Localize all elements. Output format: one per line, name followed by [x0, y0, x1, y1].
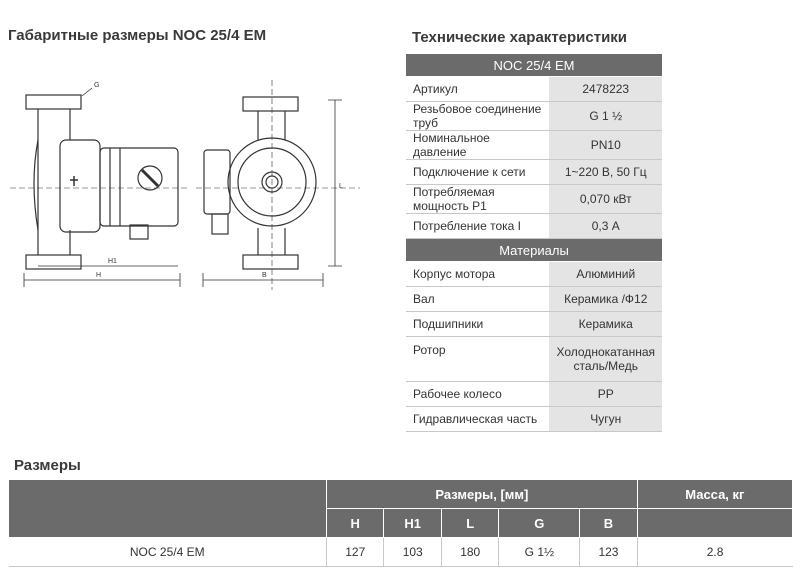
spec-value: PN10 [549, 131, 662, 160]
b-cell: 123 [580, 538, 637, 567]
label-b: B [262, 272, 267, 279]
label-h1: H1 [108, 258, 117, 265]
sizes-title: Размеры [14, 457, 81, 474]
label-h: H [96, 272, 102, 279]
material-row [406, 382, 662, 407]
materials-header: Материалы [406, 239, 662, 262]
sizes-group-header: Размеры, [мм] [327, 480, 638, 509]
spec-label: Артикул [406, 77, 549, 102]
mass-header: Масса, кг [637, 480, 792, 509]
col-l: L [441, 509, 498, 538]
material-row [406, 287, 662, 312]
sizes-table [8, 479, 793, 567]
side-body [38, 109, 70, 255]
front-flange-top [243, 97, 298, 111]
material-row [406, 337, 662, 382]
spec-label: Потребляемая мощность P1 [406, 185, 549, 214]
col-g: G [499, 509, 580, 538]
spec-value: 0,3 А [549, 214, 662, 239]
spec-title: Технические характеристики [412, 29, 628, 46]
h1-cell: 103 [384, 538, 441, 567]
spec-row [406, 131, 662, 160]
pump-drawing [0, 70, 400, 300]
spec-row [406, 77, 662, 102]
material-value: Керамика /Ф12 [549, 287, 662, 312]
spec-row [406, 160, 662, 185]
material-row [406, 312, 662, 337]
spec-label: Номинальное давление [406, 131, 549, 160]
material-label: Рабочее колесо [406, 382, 549, 407]
spec-label: Потребление тока I [406, 214, 549, 239]
spec-row [406, 214, 662, 239]
mass-cell: 2.8 [637, 538, 792, 567]
spec-table [406, 54, 662, 432]
material-value: Чугун [549, 407, 662, 432]
material-label: Гидравлическая часть [406, 407, 549, 432]
side-flange-bottom [26, 255, 81, 269]
spec-value: G 1 ½ [549, 102, 662, 131]
spec-row [406, 185, 662, 214]
col-h1: H1 [384, 509, 441, 538]
material-label: Подшипники [406, 312, 549, 337]
spec-value: 0,070 кВт [549, 185, 662, 214]
material-value: Алюминий [549, 262, 662, 287]
side-motor [60, 140, 100, 232]
label-g: G [94, 82, 100, 89]
l-cell: 180 [441, 538, 498, 567]
material-label: Корпус мотора [406, 262, 549, 287]
spec-value: 1~220 В, 50 Гц [549, 160, 662, 185]
col-b: B [580, 509, 637, 538]
table-row [9, 538, 793, 567]
label-l: L [339, 183, 343, 190]
material-value: Керамика [549, 312, 662, 337]
col-h: H [327, 509, 384, 538]
material-label: Ротор [406, 337, 549, 382]
dimensions-title: Габаритные размеры NOC 25/4 EM [8, 27, 267, 44]
spec-label: Резьбовое соединение труб [406, 102, 549, 131]
material-label: Вал [406, 287, 549, 312]
spec-row [406, 102, 662, 131]
front-flange-bottom [243, 255, 298, 269]
h-cell: 127 [327, 538, 384, 567]
material-row [406, 262, 662, 287]
model-header-cell [9, 480, 327, 538]
g-cell: G 1½ [499, 538, 580, 567]
spec-value: 2478223 [549, 77, 662, 102]
col-mass-blank [637, 509, 792, 538]
model-cell: NOC 25/4 EM [9, 538, 327, 567]
material-value: PP [549, 382, 662, 407]
material-row [406, 407, 662, 432]
side-flange-top [26, 95, 81, 109]
spec-label: Подключение к сети [406, 160, 549, 185]
spec-header: NOC 25/4 EM [406, 54, 662, 77]
material-value: Холоднокатанная сталь/Медь [549, 337, 662, 382]
